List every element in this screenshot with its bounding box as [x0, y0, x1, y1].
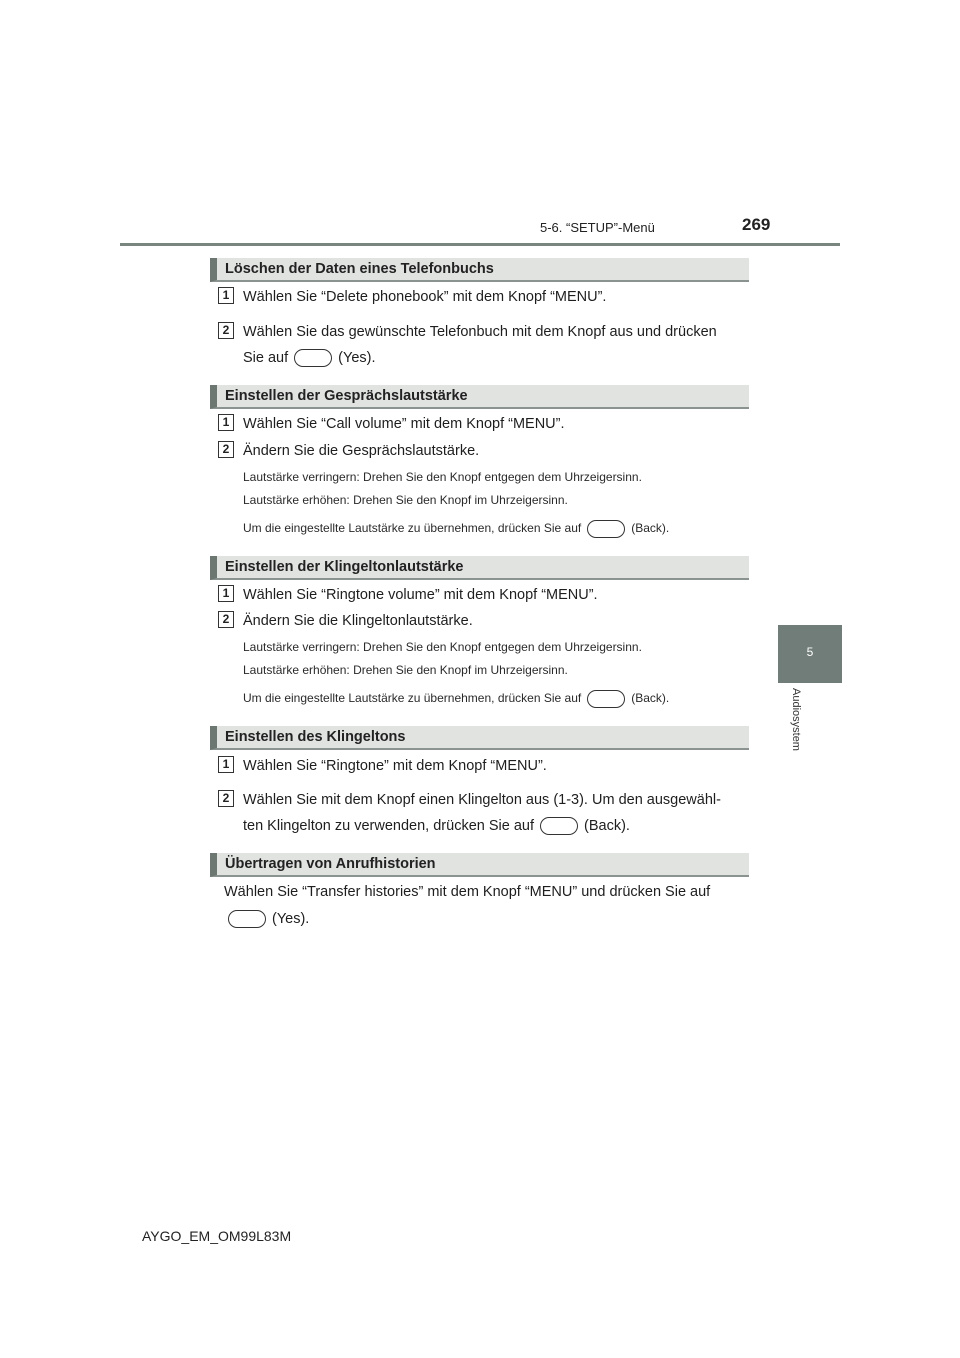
step-marker: 1	[218, 585, 234, 602]
step-text-continued: Sie auf (Yes).	[243, 349, 376, 366]
note-text: Lautstärke erhöhen: Drehen Sie den Knopf im Uhrzeigersinn.	[243, 493, 568, 507]
step-marker: 2	[218, 611, 234, 628]
page-number: 269	[742, 215, 771, 234]
step-text: Wählen Sie “Call volume” mit dem Knopf “MENU”.	[243, 416, 565, 432]
step-text: Wählen Sie das gewünschte Telefonbuch mit dem Knopf aus und drücken	[243, 324, 717, 340]
step-marker: 2	[218, 322, 234, 339]
note-text: Um die eingestellte Lautstärke zu übernehmen, drücken Sie auf (Back).	[243, 520, 669, 538]
step-text: Ändern Sie die Klingeltonlautstärke.	[243, 613, 473, 629]
step-marker: 1	[218, 414, 234, 431]
step-marker: 2	[218, 790, 234, 807]
body-text-continued: (Yes).	[224, 910, 309, 928]
button-icon	[587, 690, 625, 708]
chapter-label: Audiosystem	[790, 688, 802, 751]
button-icon	[540, 817, 578, 835]
body-text: Wählen Sie “Transfer histories” mit dem Knopf “MENU” und drücken Sie auf	[224, 884, 711, 900]
button-icon	[228, 910, 266, 928]
step-text: Wählen Sie mit dem Knopf einen Klingelton aus (1-3). Um den ausgewähl-	[243, 792, 721, 808]
header-section-title: 5-6. “SETUP”-Menü	[540, 220, 655, 235]
section-header-ringtone: Einstellen des Klingeltons	[210, 726, 749, 750]
chapter-tab: 5	[778, 625, 842, 683]
note-text: Lautstärke verringern: Drehen Sie den Knopf entgegen dem Uhrzeigersinn.	[243, 470, 642, 484]
step-text: Wählen Sie “Ringtone” mit dem Knopf “MENU”.	[243, 758, 547, 774]
step-text: Ändern Sie die Gesprächslautstärke.	[243, 443, 480, 459]
step-text: Wählen Sie “Delete phonebook” mit dem Knopf “MENU”.	[243, 289, 607, 305]
button-icon	[587, 520, 625, 538]
section-header-call-volume: Einstellen der Gesprächslautstärke	[210, 385, 749, 409]
section-header-transfer-histories: Übertragen von Anrufhistorien	[210, 853, 749, 877]
section-header-ringtone-volume: Einstellen der Klingeltonlautstärke	[210, 556, 749, 580]
step-text: Wählen Sie “Ringtone volume” mit dem Knopf “MENU”.	[243, 587, 598, 603]
step-marker: 1	[218, 287, 234, 304]
document-code: AYGO_EM_OM99L83M	[142, 1228, 292, 1244]
header-rule	[120, 243, 840, 246]
button-icon	[294, 349, 332, 367]
note-text: Lautstärke verringern: Drehen Sie den Knopf entgegen dem Uhrzeigersinn.	[243, 640, 642, 654]
note-text: Um die eingestellte Lautstärke zu übernehmen, drücken Sie auf (Back).	[243, 690, 669, 708]
step-marker: 1	[218, 756, 234, 773]
step-text-continued: ten Klingelton zu verwenden, drücken Sie auf (Back).	[243, 817, 630, 834]
step-marker: 2	[218, 441, 234, 458]
section-header-delete-phonebook: Löschen der Daten eines Telefonbuchs	[210, 258, 749, 282]
note-text: Lautstärke erhöhen: Drehen Sie den Knopf im Uhrzeigersinn.	[243, 663, 568, 677]
